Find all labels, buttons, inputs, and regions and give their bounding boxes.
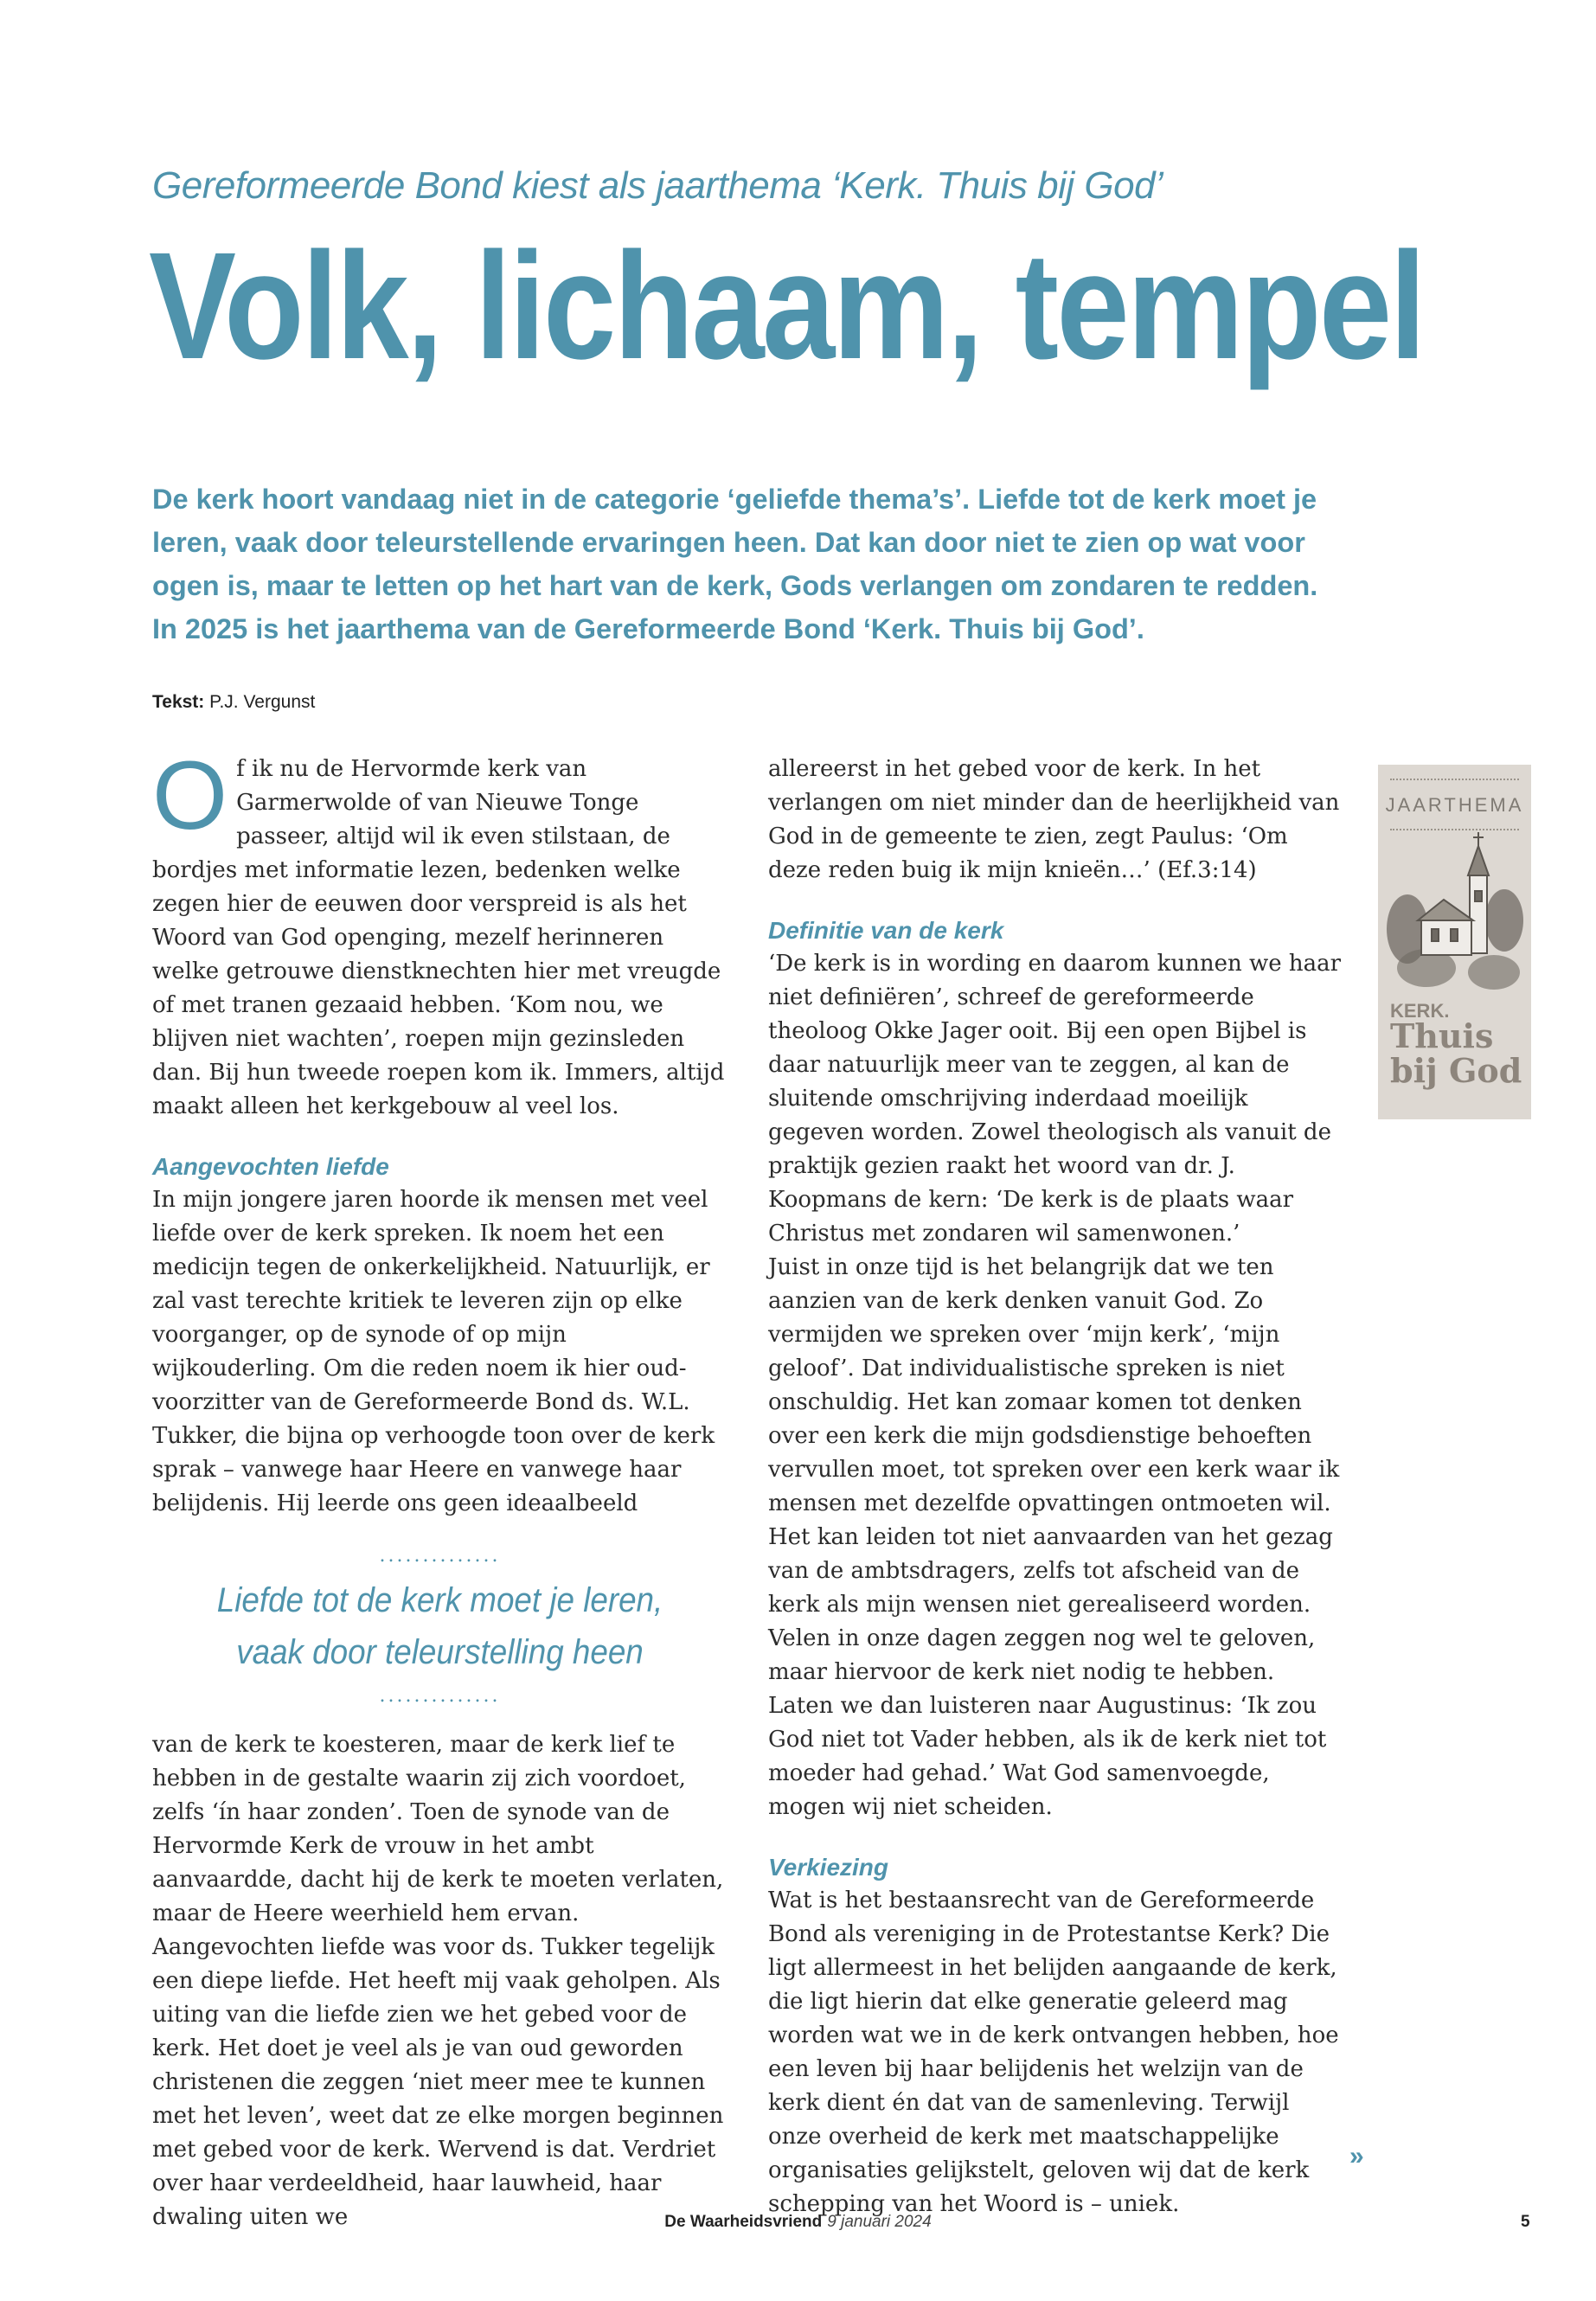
right-column bbox=[768, 753, 1343, 2221]
byline bbox=[152, 692, 315, 713]
paragraph: van de kerk te koesteren, maar de kerk lief te hebben in de gestalte waarin zij zich voordoet, zelfs ‘ín haar zonden’. Toen de synode van de Hervormde Kerk de vrouw in het ambt aanvaardde, dacht hij de kerk te moeten verlaten, maar de Heere weerhield hem ervan. Aangevochten liefde was voor ds. Tukker tegelijk een diepe liefde. Het heeft mij vaak geholpen. Als uiting van die liefde zien we het gebed voor de kerk. Het doet je veel als je van oud geworden christenen die zeggen ‘niet meer mee te kunnen met het leven’, weet dat ze elke morgen beginnen met gebed voor de kerk. Wervend is dat. Verdriet over haar verdeeldheid, haar lauwheid, haar dwaling uiten we bbox=[152, 1732, 724, 2230]
byline-label: Tekst: bbox=[152, 692, 205, 712]
paragraph: Velen in onze dagen zeggen nog wel te geloven, maar hiervoor de kerk niet nodig te hebben. Laten we dan luisteren naar Augustinus: ‘Ik zou God niet tot Vader hebben, als ik de kerk niet tot moeder had gehad.’ Wat God samenvoegde, mogen wij niet scheiden. bbox=[768, 1625, 1327, 1820]
continue-arrow-icon: » bbox=[1349, 2142, 1364, 2170]
subheading-verkiezing: Verkiezing bbox=[768, 1854, 889, 1881]
publication-name: De Waarheidsvriend bbox=[664, 2213, 823, 2231]
jaarthema-badge bbox=[1378, 765, 1531, 1119]
article-title: Volk, lichaam, tempel bbox=[149, 221, 1424, 391]
badge-kerk: KERK. bbox=[1390, 1000, 1450, 1022]
church-illustration-icon bbox=[1383, 825, 1526, 998]
paragraph: Wat is het bestaansrecht van de Gereformeerde Bond als vereniging in de Protestantse Kerk? Die ligt allermeest in het belijden aangaande de kerk, die ligt hierin dat elke generatie geleerd mag worden wat we in de kerk ontvangen hebben, hoe een leven bij haar belijdenis het welzijn van de kerk dient én dat van de samenleving. Terwijl onze overheid de kerk met maatschappelijke organisaties gelijkstelt, geloven wij dat de kerk schepping van het Woord is – uniek. bbox=[768, 1888, 1339, 2217]
pull-quote-line: vaak door teleurstelling heen bbox=[236, 1633, 644, 1671]
publication-date: 9 januari 2024 bbox=[827, 2213, 932, 2231]
subheading-definitie: Definitie van de kerk bbox=[768, 917, 1004, 944]
pull-quote bbox=[152, 1547, 727, 1706]
pull-quote-divider-bottom: .............. bbox=[379, 1685, 501, 1707]
byline-author: P.J. Vergunst bbox=[209, 692, 316, 712]
badge-divider bbox=[1390, 779, 1519, 780]
page-number: 5 bbox=[1521, 2213, 1530, 2231]
pull-quote-text bbox=[176, 1574, 705, 1678]
subheading-aangevochten-liefde: Aangevochten liefde bbox=[152, 1153, 389, 1180]
pull-quote-line: Liefde tot de kerk moet je leren, bbox=[216, 1581, 663, 1619]
paragraph: Juist in onze tijd is het belangrijk dat we ten aanzien van de kerk denken vanuit God. Zo vermijden we spreken over ‘mijn kerk’, ‘mijn geloof’. Dat individualistische spreken is niet onschuldig. Het kan zomaar komen tot denken over een kerk die mijn godsdienstige behoeften vervullen moet, tot spreken over een kerk waar ik mensen met dezelfde opvattingen ontmoeten wil. Het kan leiden tot niet aanvaarden van het gezag van de ambtsdragers, zelfs tot afscheid van de kerk als mijn wensen niet gerealiseerd worden. bbox=[768, 1254, 1340, 1618]
paragraph bbox=[152, 741, 727, 1124]
paragraph-text: f ik nu de Hervormde kerk van Garmerwolde of van Nieuwe Tonge passeer, altijd wil ik even stilstaan, de bordjes met informatie lezen, bedenken welke zegen hier de eeuwen door verspreid is als het Woord van God openging, mezelf herinneren welke getrouwe dienstknechten hier met vreugde of met tranen gezaaid hebben. ‘Kom nou, we blijven niet wachten’, roepen mijn gezinsleden dan. Bij hun tweede roepen kom ik. Immers, altijd maakt alleen het kerkgebouw al veel los. bbox=[152, 756, 725, 1119]
article-lead: De kerk hoort vandaag niet in de categorie ‘geliefde thema’s’. Liefde tot de kerk moet je leren, vaak door teleurstellende ervaringen heen. Dat kan door niet te zien op wat voor ogen is, maar te letten op het hart van de kerk, Gods verlangen om zondaren te redden. In 2025 is het jaarthema van de Gereformeerde Bond ‘Kerk. Thuis bij God’. bbox=[152, 484, 1318, 644]
page-footer bbox=[0, 2213, 1596, 2232]
badge-thuis-bij-god: Thuis bij God bbox=[1390, 1016, 1522, 1090]
left-column bbox=[152, 741, 727, 2234]
paragraph: In mijn jongere jaren hoorde ik mensen met veel liefde over de kerk spreken. Ik noem het een medicijn tegen de onkerkelijkheid. Natuurlijk, er zal vast terechte kritiek te leveren zijn op elke voorganger, op de synode of op mijn wijkouderling. Om die reden noem ik hier oud-voorzitter van de Gereformeerde Bond ds. W.L. Tukker, die bijna op verhoogde toon over de kerk sprak – vanwege haar Heere en vanwege haar belijdenis. Hij leerde ons geen ideaalbeeld bbox=[152, 1187, 715, 1516]
drop-cap: O bbox=[152, 741, 228, 849]
article-kicker: Gereformeerde Bond kiest als jaarthema ‘Kerk. Thuis bij God’ bbox=[152, 164, 1163, 207]
paragraph: allereerst in het gebed voor de kerk. In het verlangen om niet minder dan de heerlijkheid van God in de gemeente te zien, zegt Paulus: ‘Om deze reden buig ik mijn knieën…’ (Ef.3:14) bbox=[768, 756, 1340, 883]
pull-quote-divider-top: .............. bbox=[379, 1545, 501, 1567]
paragraph: ‘De kerk is in wording en daarom kunnen we haar niet definiëren’, schreef de gereformeerde theoloog Okke Jager ooit. Bij een open Bijbel is daar natuurlijk meer van te zeggen, al kan de sluitende omschrijving inderdaad moeilijk gegeven worden. Zowel theologisch als vanuit de praktijk gezien raakt het woord van dr. J. Koopmans de kern: ‘De kerk is de plaats waar Christus met zondaren wil samenwonen.’ bbox=[768, 951, 1342, 1247]
badge-label: JAARTHEMA bbox=[1385, 794, 1524, 816]
